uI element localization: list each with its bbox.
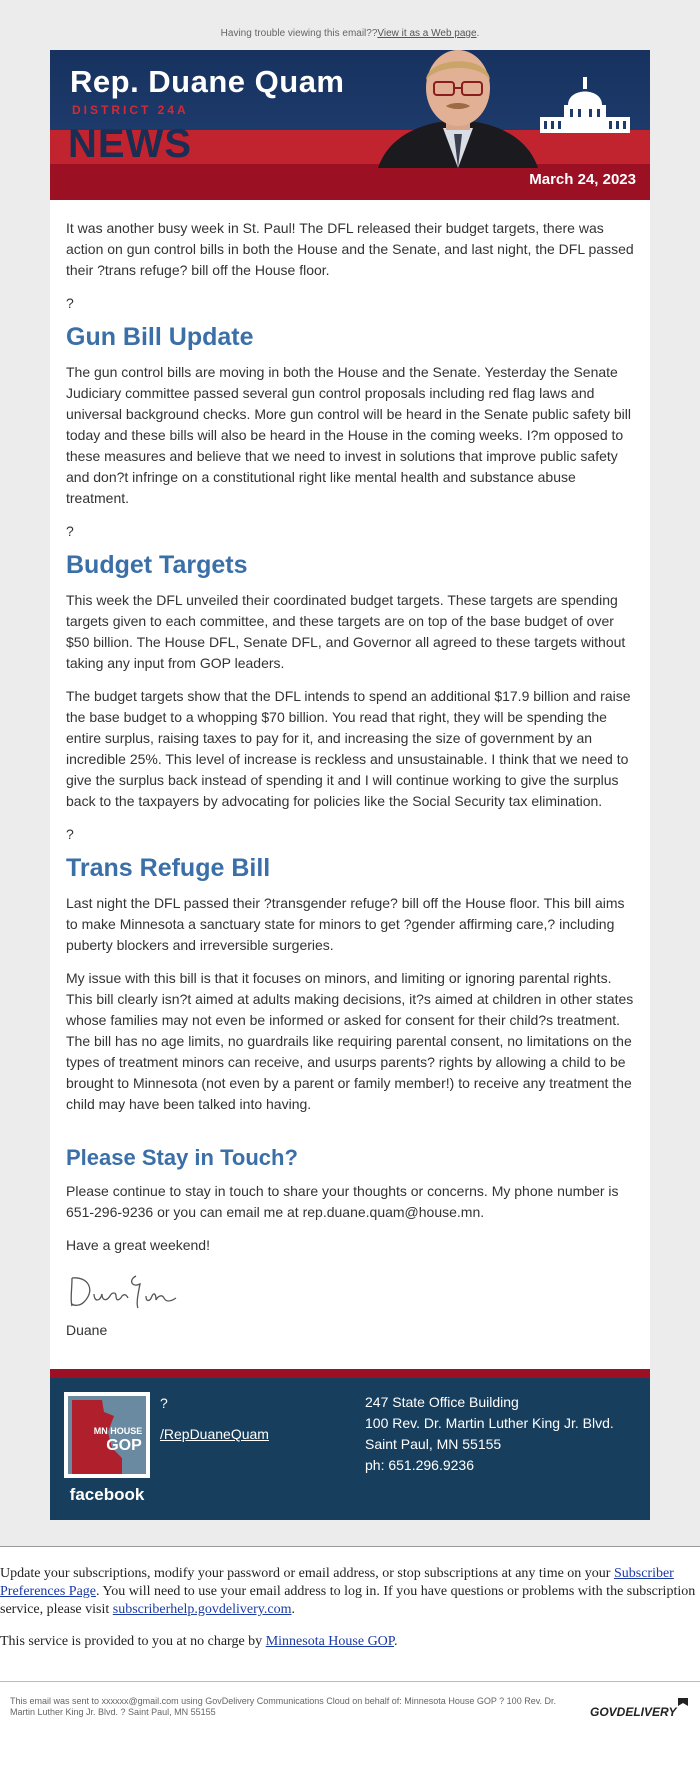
subscription-notice <box>0 1547 700 1651</box>
service-provided-paragraph: This service is provided to you at no charge by Minnesota House GOP. <box>0 1634 398 1649</box>
signature-image <box>66 1268 186 1312</box>
govdelivery-footer <box>0 1681 700 1746</box>
minnesota-house-gop-link[interactable]: Minnesota House GOP <box>265 1634 395 1649</box>
signature-name: Duane <box>66 1322 108 1338</box>
contact-paragraph: Please continue to stay in touch to share your thoughts or concerns. My phone number is 651-296-9236 or you can email me at rep.duane.quam@house.mn. <box>66 1183 619 1220</box>
contact-footer <box>50 1378 650 1520</box>
trans-paragraph-2: My issue with this bill is that it focuses on minors, and limiting or ignoring parental rights. This bill clearly isn?t aimed at adults making decisions, it?s aimed at children in other states whose families may not even be informed or asked for consent for their child?s treatment. The bill has no age limits, no guardrails like requiring parental consent, no limitations on the types of treatment minors can receive, and usurps parents? rights by allowing a child to be brought to Minnesota (not even by a parent or family member!) to receive any treatment the child may have been talked into having. <box>66 970 634 1112</box>
subscriber-help-link[interactable]: subscriberhelp.govdelivery.com <box>112 1602 292 1617</box>
facebook-label: facebook <box>69 1485 145 1504</box>
newsletter-body <box>50 200 650 1369</box>
section-heading-gun-bill: Gun Bill Update <box>66 323 254 351</box>
address-line-3: Saint Paul, MN 55155 <box>365 1436 502 1452</box>
weekend-greeting: Have a great weekend! <box>66 1237 210 1253</box>
govdelivery-logo[interactable] <box>590 1694 690 1724</box>
mn-house-gop-facebook-logo[interactable] <box>64 1392 150 1508</box>
budget-paragraph-1: This week the DFL unveiled their coordinated budget targets. These targets are spending targets given to each committee, and these targets are on top of the base budget of over $50 billion. The House DFL, Senate DFL, and Governor all agreed to these targets without taking any input from GOP leaders. <box>66 592 626 671</box>
newsletter-banner <box>50 50 650 200</box>
view-online-bar: Having trouble viewing this email??View it as a Web page. <box>220 28 480 39</box>
capitol-icon <box>538 75 632 135</box>
trouble-text: Having trouble viewing this email?? <box>220 28 378 39</box>
section-heading-budget: Budget Targets <box>66 551 248 579</box>
logo-text-mnhouse: MN HOUSE <box>93 1426 143 1436</box>
subscription-paragraph: Update your subscriptions, modify your password or email address, or stop subscriptions at any time on your Subscriber Preferences Page. You will need to use your email address to log in. If you have questions or problems with the subscription service, please visit subscriberhelp.govdelivery.com. <box>0 1566 696 1617</box>
gun-bill-paragraph: The gun control bills are moving in both the House and the Senate. Yesterday the Senate Judiciary committee passed several gun control proposals including red flag laws and universal background checks. More gun control will be heard in the Senate public safety bill today and these bills will also be heard in the House in the coming weeks. I?m opposed to these measures and believe that we need to invest in solutions that improve public safety and don?t infringe on a constitutional right like mental health and substance abuse treatment. <box>66 364 631 506</box>
banner-news: NEWS <box>68 122 192 166</box>
separator: ? <box>66 523 74 539</box>
web-page-link[interactable]: View it as a Web page <box>377 28 477 39</box>
budget-paragraph-2: The budget targets show that the DFL intends to spend an additional $17.9 billion and raise the base budget to a whopping $70 billion. You read that right, they will be spending the entire surplus, raising taxes to pay for it, and increasing the size of government by an incredible 25%. This level of increase is reckless and unsustainable. I think that we need to give the surplus back instead of spending it and I will continue working to give the surplus back to the taxpayers by advocating for policies like the Social Security tax elimination. <box>66 688 631 809</box>
section-heading-trans-refuge: Trans Refuge Bill <box>66 854 271 882</box>
facebook-page-link[interactable]: /RepDuaneQuam <box>160 1426 269 1442</box>
intro-paragraph: It was another busy week in St. Paul! The DFL released their budget targets, there was action on gun control bills in both the House and the Senate, and last night, the DFL passed their ?trans refuge? bill off the House floor. <box>66 220 634 278</box>
banner-title: Rep. Duane Quam <box>70 64 345 99</box>
footer-question-mark: ? <box>160 1395 168 1411</box>
trans-paragraph-1: Last night the DFL passed their ?transgender refuge? bill off the House floor. This bill aims to make Minnesota a sanctuary state for minors to get ?gender affirming care,? including puberty blockers and irreversible surgeries. <box>66 895 625 953</box>
subscriber-preferences-link[interactable]: Subscriber Preferences Page <box>0 1566 674 1599</box>
logo-text-gop: GOP <box>106 1437 142 1454</box>
phone-number: ph: 651.296.9236 <box>365 1457 474 1473</box>
separator: ? <box>66 295 74 311</box>
footer-red-stripe <box>50 1369 650 1378</box>
newsletter-date: March 24, 2023 <box>529 171 636 188</box>
office-address <box>365 1392 614 1476</box>
representative-portrait <box>368 50 548 168</box>
address-line-2: 100 Rev. Dr. Martin Luther King Jr. Blvd. <box>365 1415 614 1431</box>
govdelivery-logo-text: GOVDELIVERY <box>590 1705 677 1719</box>
address-line-1: 247 State Office Building <box>365 1394 519 1410</box>
separator: ? <box>66 826 74 842</box>
sent-to-notice: This email was sent to xxxxxx@gmail.com using GovDelivery Communications Cloud on behalf of: Minnesota House GOP ? 100 Rev. Dr. Martin Luther King Jr. Blvd. ? Saint Paul, MN 55155 <box>10 1696 557 1717</box>
social-column <box>160 1392 269 1445</box>
banner-district: DISTRICT 24A <box>72 103 189 117</box>
envelope-icon <box>678 1698 688 1706</box>
section-heading-stay-in-touch: Please Stay in Touch? <box>66 1145 298 1170</box>
email-container <box>50 50 650 1520</box>
